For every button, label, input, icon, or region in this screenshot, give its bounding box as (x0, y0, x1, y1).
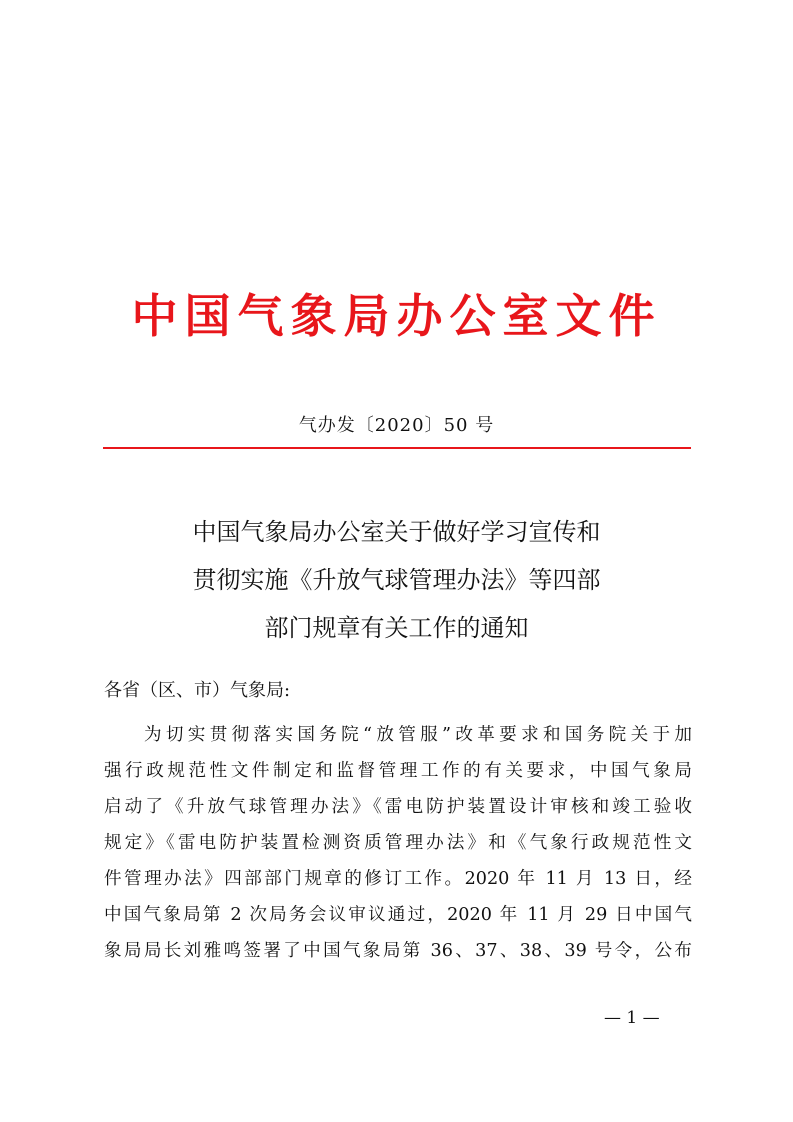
body-line: 为切实贯彻落实国务院“放管服”改革要求和国务院关于加 (144, 725, 692, 745)
notice-title (0, 508, 793, 652)
body-line: 件管理办法》四部部门规章的修订工作。2020 年 11 月 13 日，经 (104, 869, 692, 889)
body-line: 象局局长刘雅鸣签署了中国气象局第 36、37、38、39 号令，公布 (104, 941, 692, 961)
red-divider-line (103, 447, 691, 449)
body-paragraph (104, 717, 692, 969)
document-header-title: 中国气象局办公室文件 (131, 289, 662, 343)
body-line: 启动了《升放气球管理办法》《雷电防护装置设计审核和竣工验收 (104, 797, 692, 817)
body-line: 规定》《雷电防护装置检测资质管理办法》和《气象行政规范性文 (104, 833, 692, 853)
notice-title-line: 中国气象局办公室关于做好学习宣传和 (192, 518, 601, 546)
salutation: 各省（区、市）气象局: (104, 680, 291, 701)
page-number: — 1 — (604, 1008, 660, 1028)
notice-title-line: 部门规章有关工作的通知 (264, 614, 529, 642)
notice-title-line: 贯彻实施《升放气球管理办法》等四部 (192, 566, 601, 594)
document-number: 气办发〔2020〕50 号 (298, 415, 495, 436)
body-line: 强行政规范性文件制定和监督管理工作的有关要求，中国气象局 (104, 761, 692, 781)
body-line: 中国气象局第 2 次局务会议审议通过，2020 年 11 月 29 日中国气 (104, 905, 692, 925)
